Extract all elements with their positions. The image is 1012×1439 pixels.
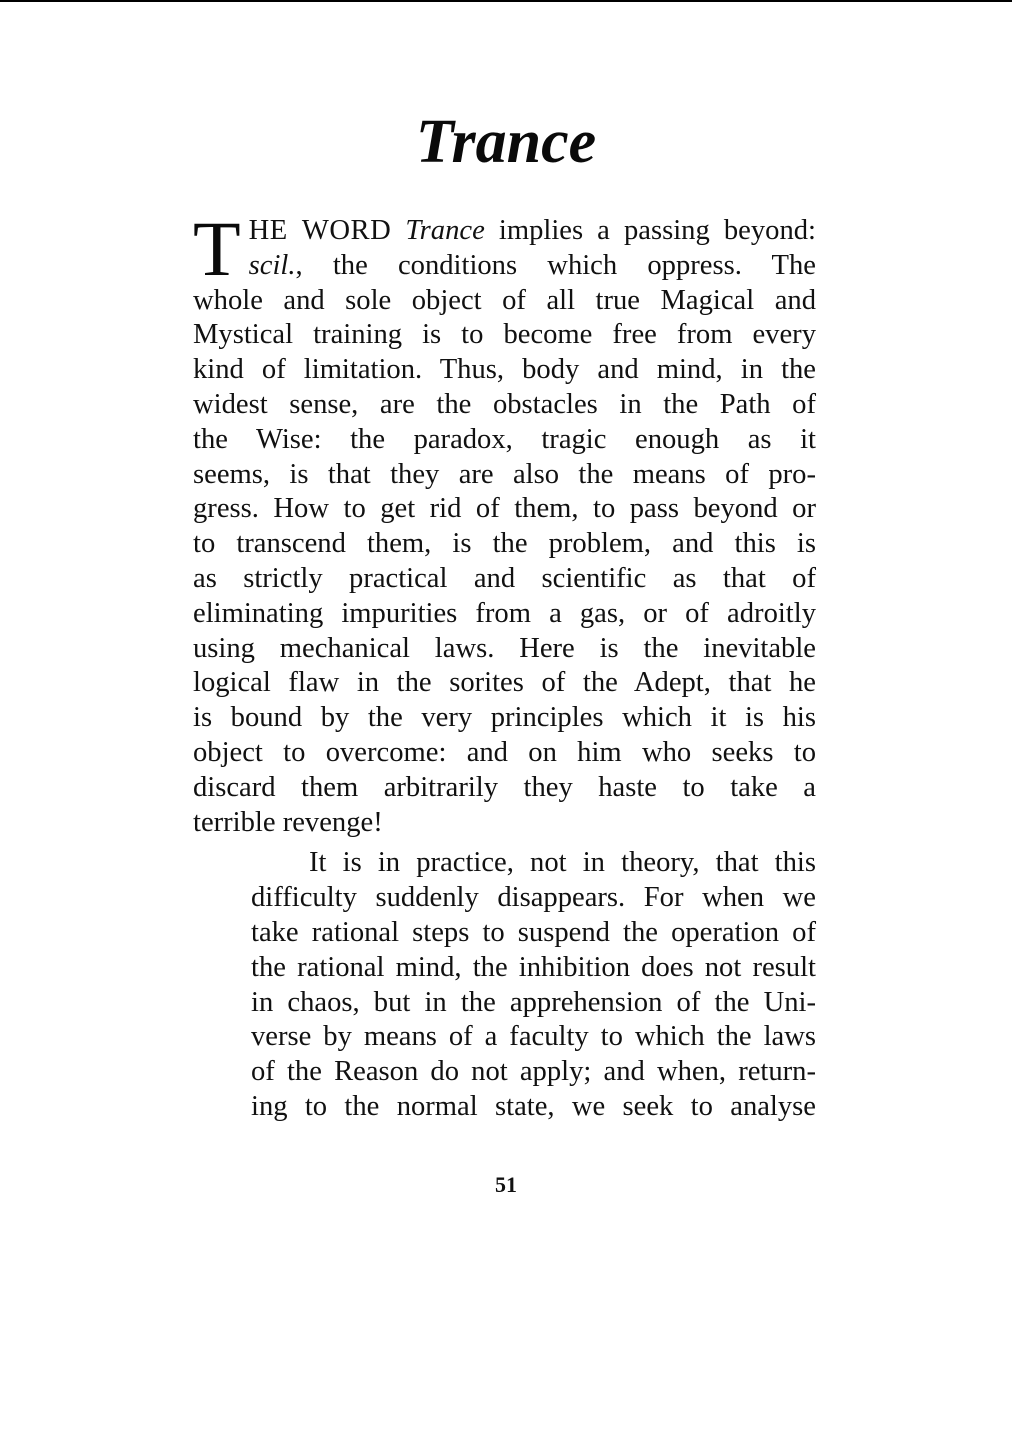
paragraph-1 xyxy=(193,205,816,840)
text-line: ing to the normal state, we seek to analyse xyxy=(251,1090,816,1122)
italic-abbreviation: scil. xyxy=(248,249,296,281)
page-number: 51 xyxy=(495,1172,517,1197)
text-line xyxy=(193,249,816,284)
page-top-border xyxy=(0,0,1012,2)
text-line: difficulty suddenly disappears. For when we xyxy=(251,882,816,914)
chapter-title: Trance xyxy=(415,107,597,176)
text-fragment: , the conditions which oppress. The xyxy=(295,249,816,281)
text-line: It is in practice, not in theory, that this xyxy=(309,847,816,879)
italic-term: Trance xyxy=(405,215,485,246)
text-line: as strictly practical and scientific as that of xyxy=(193,562,816,594)
text-line: Mystical training is to become free from every xyxy=(193,319,816,351)
text-line: kind of limitation. Thus, body and mind, in the xyxy=(193,354,816,386)
text-line: the rational mind, the inhibition does not result xyxy=(251,951,816,983)
text-line: to transcend them, is the problem, and this is xyxy=(193,528,816,560)
text-line: whole and sole object of all true Magical and xyxy=(193,284,816,316)
opening-small-caps: HE WORD xyxy=(248,215,392,246)
text-line: using mechanical laws. Here is the inevitable xyxy=(193,632,816,664)
paragraph-2 xyxy=(193,846,816,1124)
text-line: discard them arbitrarily they haste to take a xyxy=(193,771,816,803)
text-line: gress. How to get rid of them, to pass beyond or xyxy=(193,493,816,525)
text-line: in chaos, but in the apprehension of the Uni- xyxy=(251,986,816,1018)
text-line: verse by means of a faculty to which the laws xyxy=(251,1021,816,1053)
text-fragment: implies a passing beyond: xyxy=(484,215,816,246)
text-line: of the Reason do not apply; and when, return- xyxy=(251,1056,816,1088)
text-line: eliminating impurities from a gas, or of adroitly xyxy=(193,597,816,629)
text-line: object to overcome: and on him who seeks to xyxy=(193,736,816,768)
text-line: logical flaw in the sorites of the Adept, that he xyxy=(193,667,816,699)
drop-cap: T xyxy=(193,205,241,292)
text-line: widest sense, are the obstacles in the Path of xyxy=(193,388,816,420)
text-line: the Wise: the paradox, tragic enough as it xyxy=(193,423,816,455)
text-line: take rational steps to suspend the operation of xyxy=(251,916,816,948)
text-line: is bound by the very principles which it is his xyxy=(193,702,816,734)
text-line: seems, is that they are also the means of pro- xyxy=(193,458,816,490)
body-text xyxy=(193,205,816,1125)
text-line: terrible revenge! xyxy=(193,806,383,838)
text-line xyxy=(193,214,816,249)
